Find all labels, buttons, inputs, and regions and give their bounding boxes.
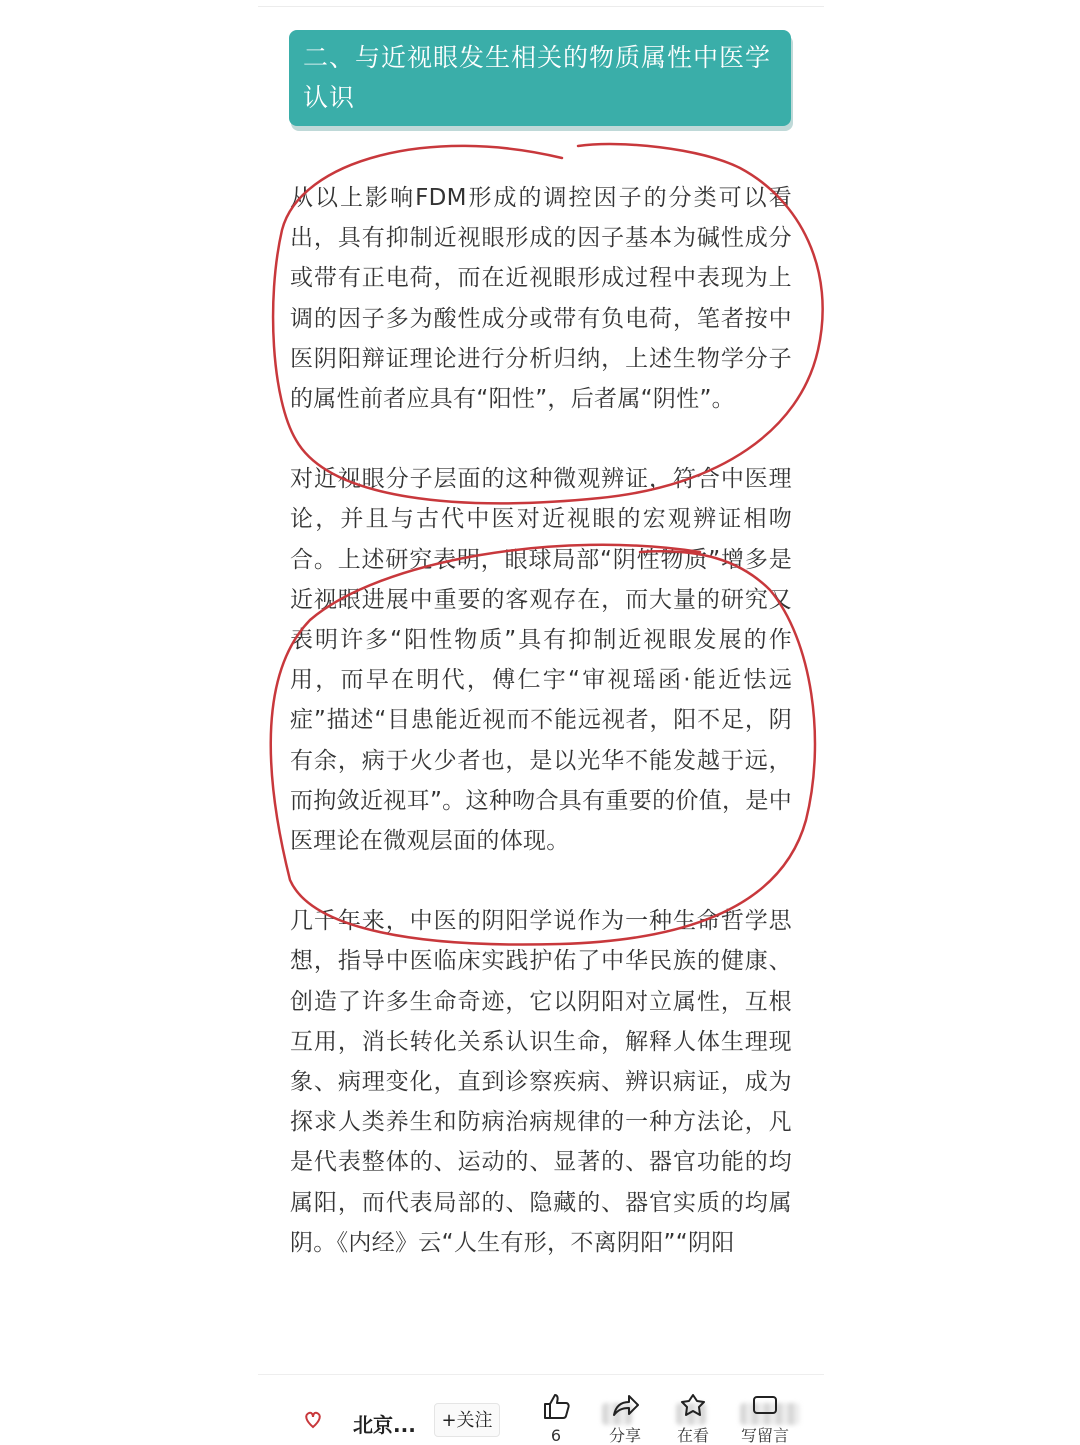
paragraph-1: 从以上影响FDM形成的调控因子的分类可以看出，具有抑制近视眼形成的因子基本为碱性成分或带有正电荷，而在近视眼形成过程中表现为上调的因子多为酸性成分或带有负电荷，笔者按中医阴阳辩证理论进行分析归纳，上述生物学分子的属性前者应具有“阳性”，后者属“阴性”。 — [290, 185, 792, 413]
thumbs-up-icon — [541, 1391, 571, 1421]
section-header — [289, 30, 791, 126]
like-button[interactable] — [531, 1391, 581, 1445]
comment-button[interactable] — [737, 1391, 793, 1445]
paragraph-2: 对近视眼分子层面的这种微观辨证，符合中医理论，并且与古代中医对近视眼的宏观辨证相吻合。上述研究表明，眼球局部“阴性物质”增多是近视眼进展中重要的客观存在，而大量的研究又表明许多“阳性物质”具有抑制近视眼发展的作用，而早在明代，傅仁宇“审视瑶函·能近怯远症”描述“目患能近视而不能远视者，阳不足，阴有余，病于火少者也，是以光华不能发越于远，而拘敛近视耳”。这种吻合具有重要的价值，是中医理论在微观层面的体现。 — [290, 466, 792, 855]
comment-label: 写留言 — [740, 1426, 789, 1445]
share-arrow-icon — [610, 1391, 640, 1421]
share-label: 分享 — [608, 1426, 641, 1445]
section-title: 二、与近视眼发生相关的物质属性中医学认识 — [303, 43, 772, 112]
paragraph-3: 几千年来，中医的阴阳学说作为一种生命哲学思想，指导中医临床实践护佑了中华民族的健康、创造了许多生命奇迹，它以阴阳对立属性，互根互用，消长转化关系认识生命，解释人体生理现象、病理变化，直到诊察疾病、辨识病证，成为探求人类养生和防病治病规律的一种方法论，凡是代表整体的、运动的、显著的、器官功能的均属阳，而代表局部的、隐藏的、器官实质的均属阴。《内经》云“人生有形，不离阴阳”“阴阳 — [290, 908, 792, 1256]
flower-icon — [678, 1391, 708, 1421]
article-body — [290, 178, 792, 1303]
bottom-action-bar — [258, 1374, 824, 1445]
share-button[interactable] — [600, 1391, 650, 1445]
watch-button[interactable] — [668, 1391, 718, 1445]
account-name[interactable]: 北京... — [353, 1413, 416, 1437]
red-ribbon-logo — [302, 1409, 324, 1429]
watch-label: 在看 — [676, 1426, 709, 1445]
comment-box-icon — [750, 1391, 780, 1421]
follow-button[interactable]: +关注 — [434, 1403, 500, 1437]
like-count: 6 — [550, 1426, 562, 1445]
